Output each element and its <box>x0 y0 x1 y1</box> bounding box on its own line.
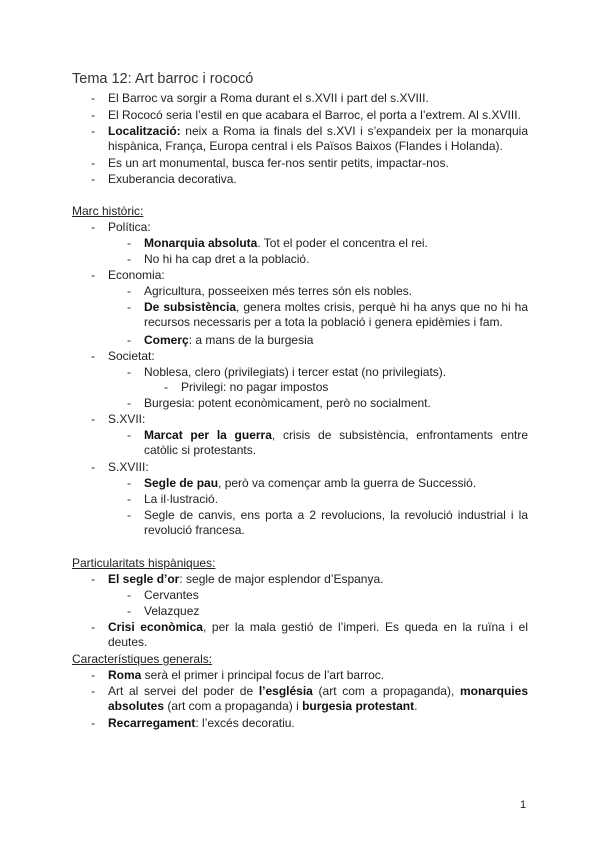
bullet-dash: - <box>127 428 131 442</box>
bullet-dash: - <box>164 380 168 394</box>
bullet-dash: - <box>127 604 131 618</box>
politica-item-1: Monarquia absoluta. Tot el poder el concentra el rei. <box>144 236 428 250</box>
bullet-dash: - <box>91 716 95 730</box>
bullet-dash: - <box>91 220 95 234</box>
economia-item-1: Agricultura, posseeixen més terres són els nobles. <box>144 284 413 298</box>
economia-item-2: De subsistència, genera moltes crisis, perquè hi ha anys que no hi ha recursos necessaris per a tota la població i genera epidèmies i fam. <box>144 300 528 329</box>
bullet-dash: - <box>91 108 95 122</box>
bullet-dash: - <box>127 476 131 490</box>
bullet-dash: - <box>91 572 95 586</box>
bullet-dash: - <box>91 620 95 634</box>
bullet-dash: - <box>127 333 131 347</box>
bullet-dash: - <box>91 684 95 698</box>
societat-item-2: Burgesia: potent econòmicament, però no socialment. <box>144 396 431 410</box>
sxviii-item-2: La il·lustració. <box>144 492 219 506</box>
art-servei-item: Art al servei del poder de l’església (art com a propaganda), monarquies absolutes (art com a propaganda) i burgesia protestant. <box>108 684 528 713</box>
societat-label: Societat: <box>108 349 155 363</box>
societat-item-1: Noblesa, clero (privilegiats) i tercer estat (no privilegiats). <box>144 365 447 379</box>
bullet-dash: - <box>127 588 131 602</box>
page-title: Tema 12: Art barroc i rococó <box>72 71 254 87</box>
bullet-dash: - <box>91 124 95 138</box>
societat-subitem: Privilegi: no pagar impostos <box>181 380 329 394</box>
intro-item-5: Exuberancia decorativa. <box>108 172 237 186</box>
bullet-dash: - <box>127 236 131 250</box>
cervantes-item: Cervantes <box>144 588 199 602</box>
velazquez-item: Velazquez <box>144 604 200 618</box>
bullet-dash: - <box>91 412 95 426</box>
section-heading-caracteristiques: Característiques generals: <box>72 652 213 666</box>
bullet-dash: - <box>127 284 131 298</box>
bullet-dash: - <box>91 349 95 363</box>
politica-label: Política: <box>108 220 151 234</box>
sxviii-label: S.XVIII: <box>108 460 149 474</box>
crisi-item: Crisi econòmica, per la mala gestió de l’imperi. Es queda en la ruïna i el deutes. <box>108 620 529 649</box>
bullet-dash: - <box>91 91 95 105</box>
sxvii-item-1: Marcat per la guerra, crisis de subsistència, enfrontaments entre catòlic si protestants. <box>144 428 528 457</box>
recarregament-item: Recarregament: l’excés decoratiu. <box>108 716 295 730</box>
bullet-dash: - <box>127 300 131 314</box>
bullet-dash: - <box>91 268 95 282</box>
roma-item: Roma serà el primer i principal focus de l’art barroc. <box>108 668 385 682</box>
bullet-dash: - <box>127 508 131 522</box>
page-number: 1 <box>520 799 527 811</box>
sxvii-label: S.XVII: <box>108 412 146 426</box>
sxviii-item-1: Segle de pau, però va començar amb la guerra de Successió. <box>144 476 477 490</box>
economia-label: Economia: <box>108 268 165 282</box>
bullet-dash: - <box>127 365 131 379</box>
economia-item-3: Comerç: a mans de la burgesia <box>144 333 314 347</box>
bullet-dash: - <box>91 668 95 682</box>
section-heading-particularitats: Particularitats hispàniques: <box>72 556 216 570</box>
bullet-dash: - <box>91 460 95 474</box>
sxviii-item-3: Segle de canvis, ens porta a 2 revolucions, la revolució industrial i la revolució francesa. <box>144 508 528 537</box>
politica-item-2: No hi ha cap dret a la població. <box>144 252 310 266</box>
section-heading-marc: Marc històric: <box>72 204 144 218</box>
bullet-dash: - <box>127 492 131 506</box>
bullet-dash: - <box>91 156 95 170</box>
intro-item-2: El Rococó seria l’estil en que acabara el Barroc, el porta a l’extrem. Al s.XVIII. <box>108 108 521 122</box>
intro-item-1: El Barroc va sorgir a Roma durant el s.XVII i part del s.XVIII. <box>108 91 429 105</box>
intro-item-3: Localització: neix a Roma ia finals del s.XVI i s’expandeix per la monarquia hispànica, França, Europa central i els Països Baixos (Flandes i Holanda). <box>108 124 528 153</box>
bullet-dash: - <box>127 396 131 410</box>
bullet-dash: - <box>91 172 95 186</box>
segle-or-item: El segle d’or: segle de major esplendor d’Espanya. <box>108 572 384 586</box>
bullet-dash: - <box>127 252 131 266</box>
intro-item-4: Es un art monumental, busca fer-nos sentir petits, impactar-nos. <box>108 156 449 170</box>
